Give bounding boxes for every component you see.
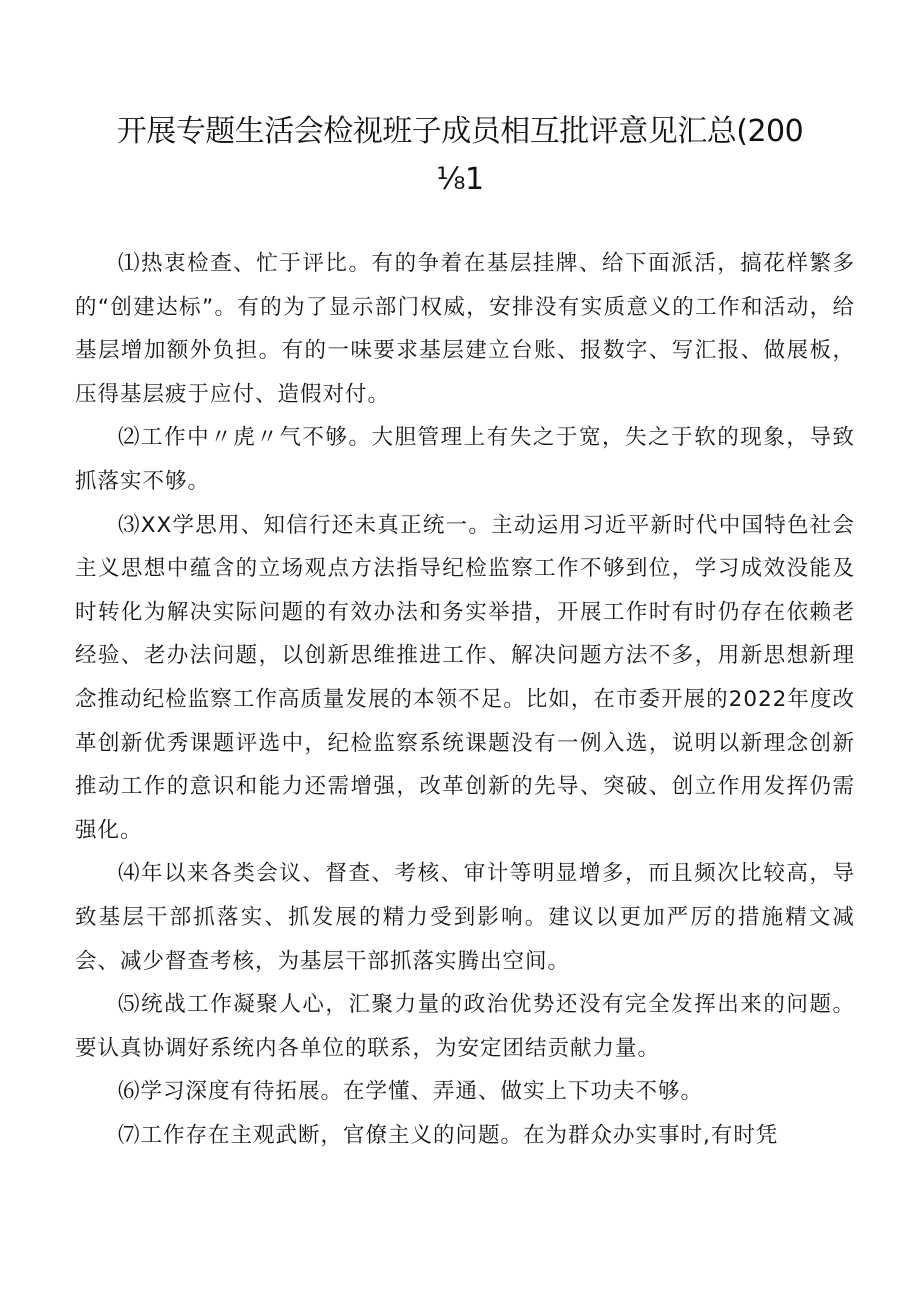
document-title	[60, 108, 860, 204]
paragraph-2: ⑵工作中〃虎〃气不够。大胆管理上有失之于宽，失之于软的现象，导致抓落实不够。	[75, 425, 855, 494]
title-line-1: 开展专题生活会检视班子成员相互批评意见汇总(200	[116, 114, 804, 149]
paragraph-6: ⑹学习深度有待拓展。在学懂、弄通、做实上下功夫不够。	[118, 1079, 704, 1105]
document-body	[75, 242, 855, 1157]
paragraph-4: ⑷年以来各类会议、督查、考核、审计等明显增多，而且频次比较高，导致基层干部抓落实、抓发展的精力受到影响。建议以更加严厉的措施精文减会、减少督查考核，为基层干部抓落实腾出空间。	[75, 861, 855, 974]
paragraph-3: ⑶XX学思用、知信行还未真正统一。主动运用习近平新时代中国特色社会主义思想中蕴含的立场观点方法指导纪检监察工作不够到位，学习成效没能及时转化为解决实际问题的有效办法和务实举措，开展工作时有时仍存在依赖老经验、老办法问题，以创新思维推进工作、解决问题方法不多，用新思想新理念推动纪检监察工作高质量发展的本领不足。比如，在市委开展的2022年度改革创新优秀课题评选中，纪检监察系统课题没有一例入选，说明以新理念创新推动工作的意识和能力还需增强，改革创新的先导、突破、创立作用发挥仍需强化。	[75, 512, 855, 843]
paragraph-1: ⑴热衷检查、忙于评比。有的争着在基层挂牌、给下面派活，搞花样繁多的“创建达标”。有的为了显示部门权威，安排没有实质意义的工作和活动，给基层增加额外负担。有的一味要求基层建立台账、报数字、写汇报、做展板，压得基层疲于应付、造假对付。	[75, 251, 855, 407]
paragraph-5: ⑸统战工作凝聚人心，汇聚力量的政治优势还没有完全发挥出来的问题。要认真协调好系统内各单位的联系，为安定团结贡献力量。	[75, 992, 855, 1061]
title-line-2: ⅛1	[436, 162, 484, 197]
paragraph-7: ⑺工作存在主观武断，官僚主义的问题。在为群众办实事时,有时凭	[118, 1122, 779, 1148]
